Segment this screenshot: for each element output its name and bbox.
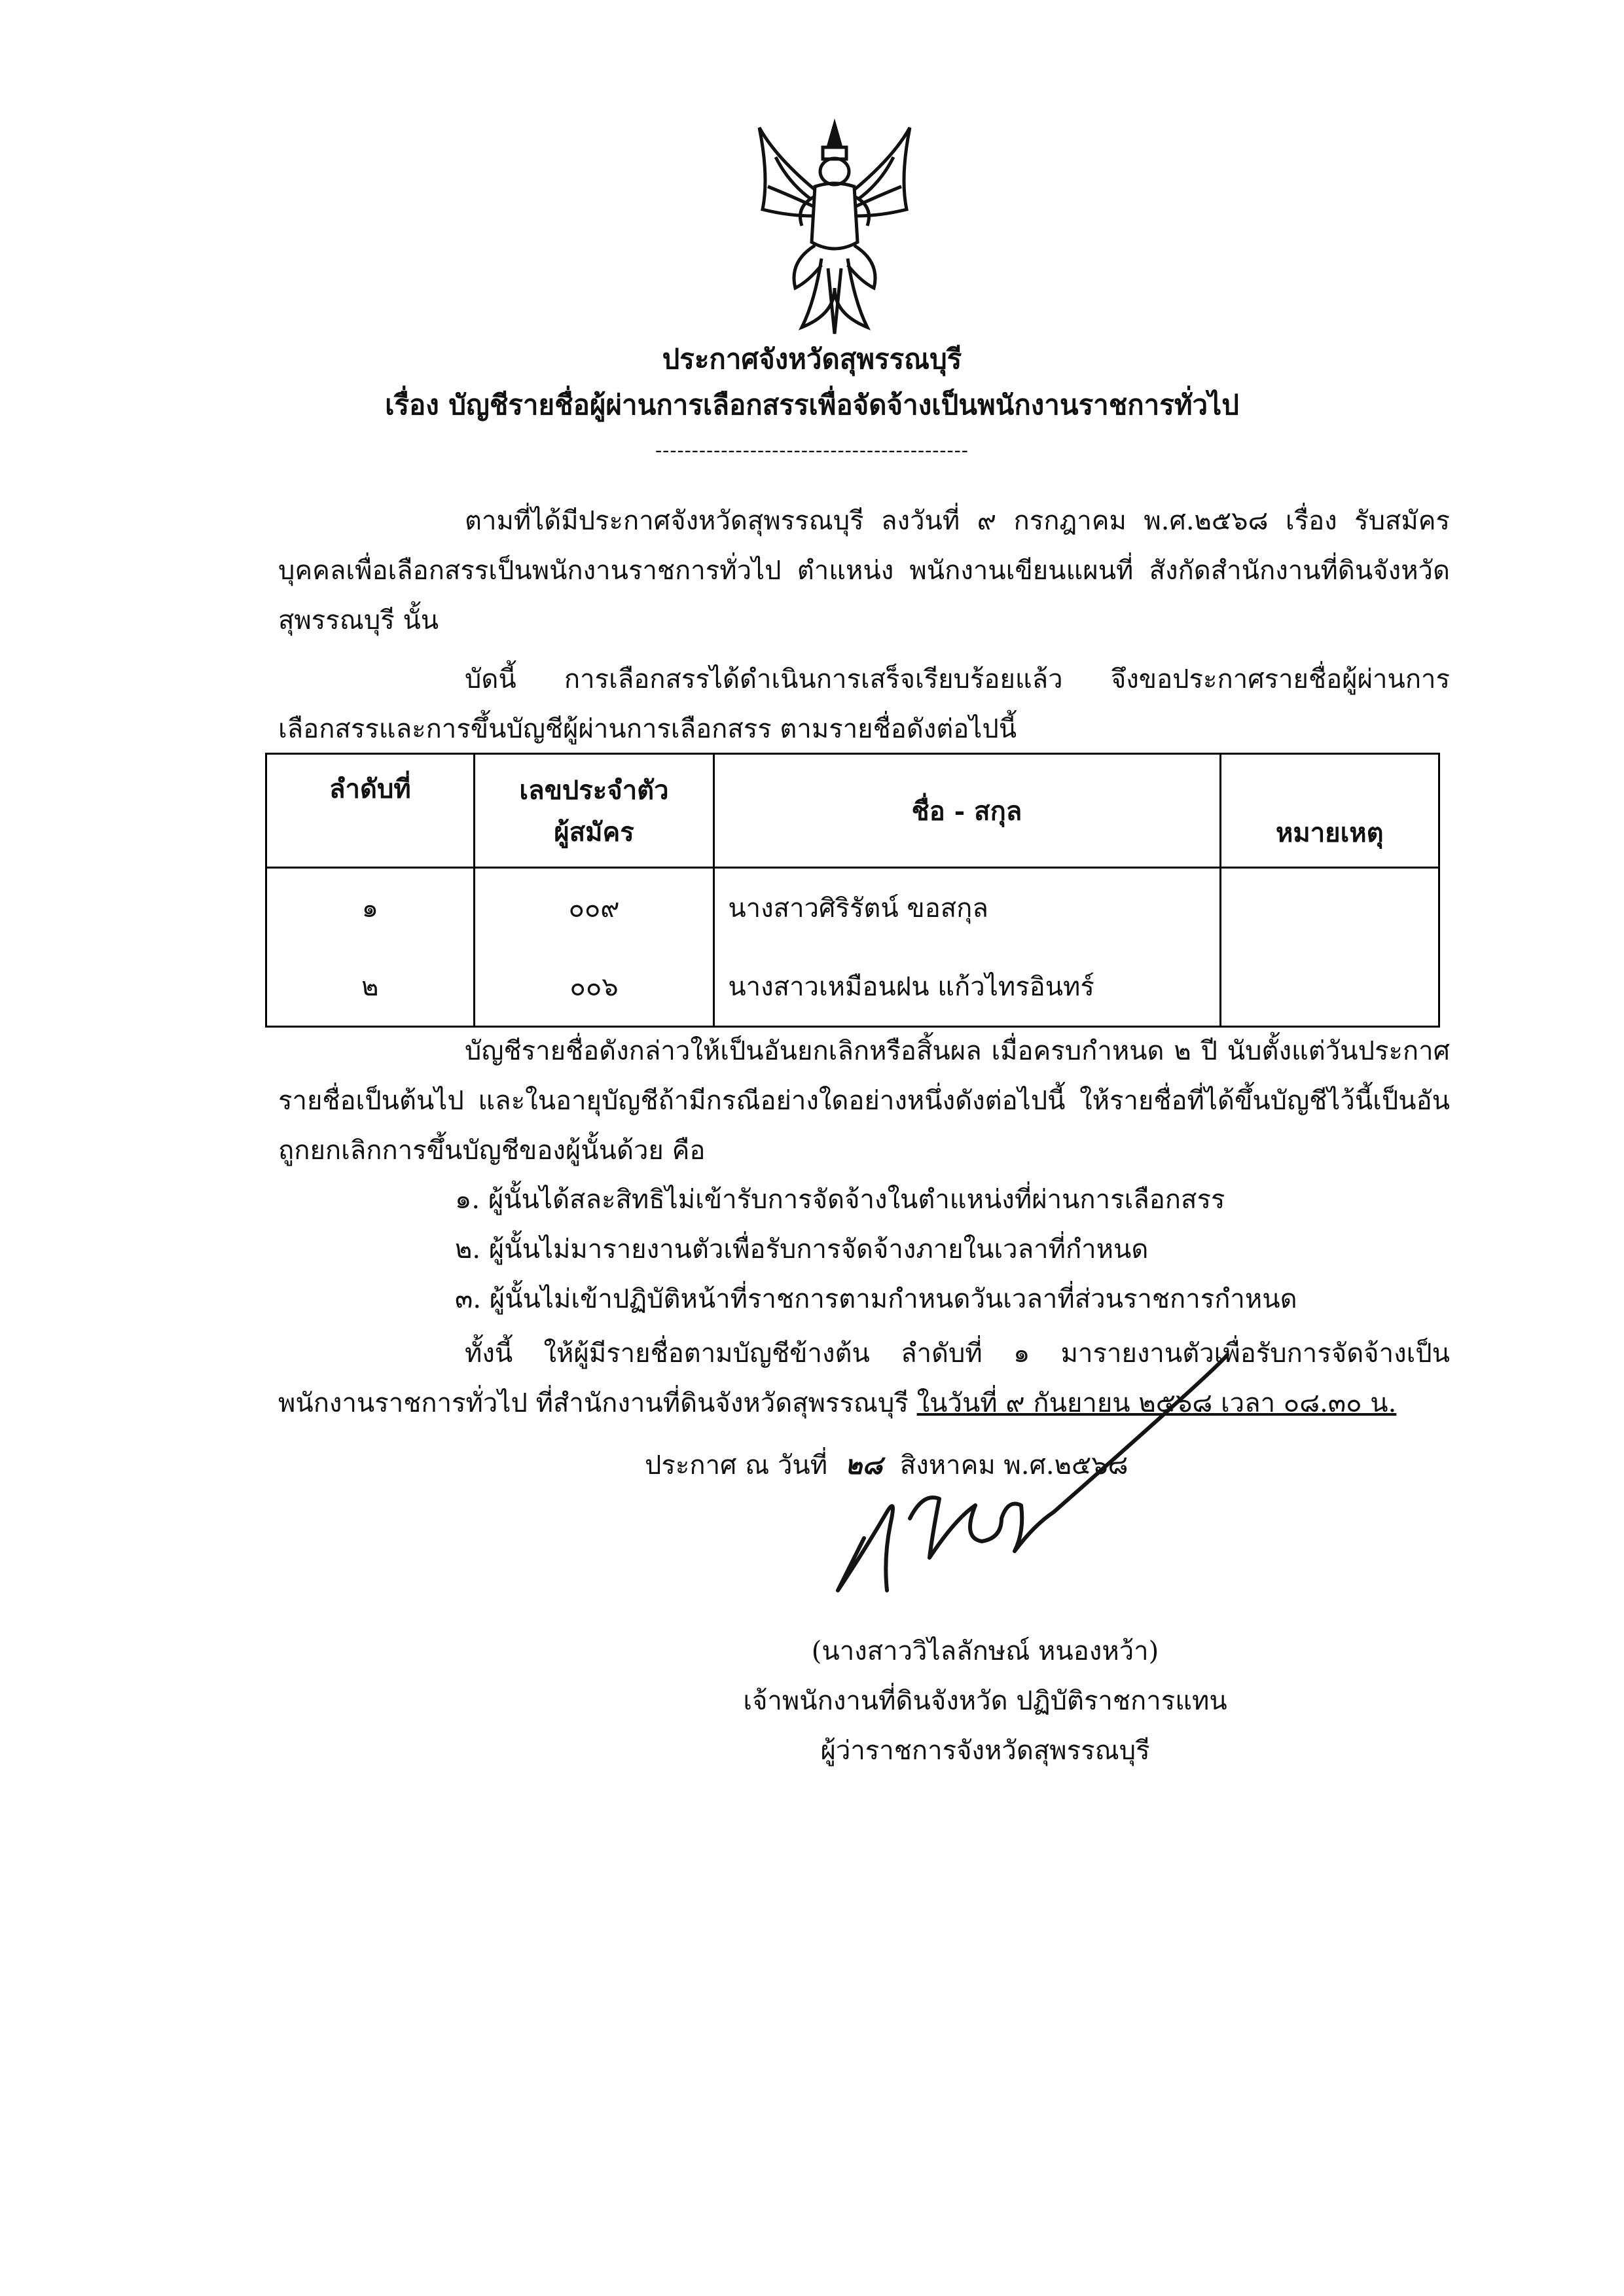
signatory-name: (นางสาววิไลลักษณ์ หนองหว้า)	[811, 1636, 1159, 1666]
cell-name: นางสาวเหมือนฝน แก้วไทรอินทร์	[714, 947, 1220, 1027]
header-divider: -------------------------------------------	[655, 439, 969, 462]
cell-order: ๑	[266, 868, 475, 948]
signature-icon	[825, 1342, 1231, 1623]
table-row	[266, 868, 1439, 948]
list-item: ๑. ผู้นั้นได้สละสิทธิไม่เข้ารับการจัดจ้างในตำแหน่งที่ผ่านการเลือกสรร	[455, 1185, 1225, 1215]
cell-name: นางสาวศิริรัตน์ ขอสกุล	[714, 868, 1220, 948]
report-instruction: ทั้งนี้ ให้ผู้มีรายชื่อตามบัญชีข้างต้น ลำดับที่ ๑ มารายงานตัวเพื่อรับการจัดจ้างเป็นพนักงานราชการทั่วไป ที่สำนักงานที่ดินจังหวัดสุพรรณบุรี	[278, 1338, 1450, 1418]
header-id-line2: ผู้สมัคร	[554, 816, 634, 848]
paragraph-intro: ตามที่ได้มีประกาศจังหวัดสุพรรณบุรี ลงวันที่ ๙ กรกฎาคม พ.ศ.๒๕๖๘ เรื่อง รับสมัครบุคคลเพื่อเลือกสรรเป็นพนักงานราชการทั่วไป ตำแหน่ง พนักงานเขียนแผนที่ สังกัดสำนักงานที่ดินจังหวัดสุพรรณบุรี นั้น	[278, 506, 1450, 636]
date-prefix: ประกาศ ณ วันที่	[645, 1450, 828, 1480]
report-date-time: ในวันที่ ๙ กันยายน ๒๕๖๘ เวลา ๐๘.๓๐ น.	[916, 1388, 1397, 1418]
date-month-year: สิงหาคม พ.ศ.๒๕๖๘	[899, 1450, 1128, 1480]
cell-remark	[1220, 868, 1439, 948]
cell-candidate-id: ๐๐๖	[474, 947, 714, 1027]
header-order: ลำดับที่	[266, 754, 475, 868]
date-day: ๒๘	[844, 1450, 883, 1480]
list-item: ๒. ผู้นั้นไม่มารายงานตัวเพื่อรับการจัดจ้างภายในเวลาที่กำหนด	[455, 1234, 1149, 1265]
paragraph-result: บัดนี้ การเลือกสรรได้ดำเนินการเสร็จเรียบร้อยแล้ว จึงขอประกาศรายชื่อผู้ผ่านการเลือกสรรและการขึ้นบัญชีผู้ผ่านการเลือกสรร ตามรายชื่อดังต่อไปนี้	[278, 664, 1450, 744]
table-header-row	[266, 754, 1439, 868]
list-item: ๓. ผู้นั้นไม่เข้าปฏิบัติหน้าที่ราชการตามกำหนดวันเวลาที่ส่วนราชการกำหนด	[455, 1284, 1297, 1314]
header-remark: หมายเหตุ	[1220, 754, 1439, 868]
announcement-subject: เรื่อง บัญชีรายชื่อผู้ผ่านการเลือกสรรเพื่อจัดจ้างเป็นพนักงานราชการทั่วไป	[385, 389, 1239, 421]
candidates-table	[265, 753, 1440, 1028]
header-candidate-id	[474, 754, 714, 868]
header-id-line1: เลขประจำตัว	[519, 774, 669, 806]
table-row	[266, 947, 1439, 1027]
cell-remark	[1220, 947, 1439, 1027]
announcement-title: ประกาศจังหวัดสุพรรณบุรี	[662, 343, 962, 375]
garuda-emblem-icon	[749, 118, 920, 340]
header-name: ชื่อ - สกุล	[714, 754, 1220, 868]
signatory-on-behalf: ผู้ว่าราชการจังหวัดสุพรรณบุรี	[820, 1736, 1150, 1766]
cell-candidate-id: ๐๐๙	[474, 868, 714, 948]
cell-order: ๒	[266, 947, 475, 1027]
signatory-position: เจ้าพนักงานที่ดินจังหวัด ปฏิบัติราชการแทน	[743, 1686, 1227, 1716]
paragraph-validity: บัญชีรายชื่อดังกล่าวให้เป็นอันยกเลิกหรือสิ้นผล เมื่อครบกำหนด ๒ ปี นับตั้งแต่วันประกาศรายชื่อเป็นต้นไป และในอายุบัญชีถ้ามีกรณีอย่างใดอย่างหนึ่งดังต่อไปนี้ ให้รายชื่อที่ได้ขึ้นบัญชีไว้นี้เป็นอันถูกยกเลิกการขึ้นบัญชีของผู้นั้นด้วย คือ	[278, 1036, 1450, 1166]
